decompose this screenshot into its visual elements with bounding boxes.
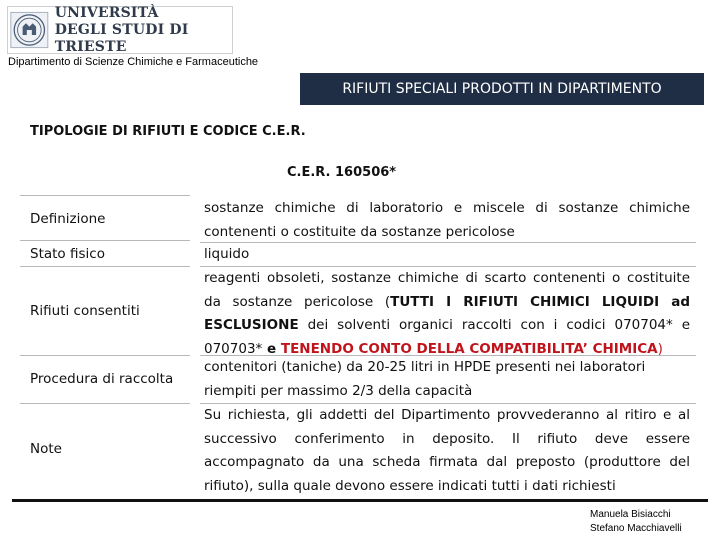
- footer-authors: [590, 508, 682, 536]
- author-name: Manuela Bisiacchi: [590, 509, 671, 520]
- footer-divider: [12, 499, 708, 502]
- row-divider: [20, 195, 190, 196]
- university-line-1: UNIVERSITÀ: [54, 4, 159, 21]
- value-text: reagenti obsoleti, sostanze chimiche di scarto contenenti o costituite da sostanze pericolose (: [204, 270, 690, 310]
- row-value-definizione: sostanze chimiche di laboratorio e miscele di sostanze chimiche contenenti o costituite da sostanze pericolose: [204, 200, 690, 240]
- department-name: Dipartimento di Scienze Chimiche e Farmaceutiche: [8, 56, 259, 68]
- value-text: dei solventi organici raccolti con i codici 070704* e 070703*: [204, 317, 690, 357]
- banner-title: RIFIUTI SPECIALI PRODOTTI IN DIPARTIMENTO: [342, 81, 662, 97]
- cer-code: C.E.R. 160506*: [287, 165, 397, 180]
- row-value-rifiuti-consentiti: [204, 267, 690, 361]
- row-divider: [20, 355, 190, 356]
- author-name: Stefano Macchiavelli: [590, 523, 682, 534]
- value-emphasis-red: TENENDO CONTO DELLA COMPATIBILITA’ CHIMICA: [280, 340, 658, 357]
- row-divider: [20, 266, 190, 267]
- row-label-note: Note: [30, 441, 62, 457]
- row-divider: [20, 240, 190, 241]
- title-banner: [300, 73, 704, 105]
- row-value-stato-fisico: liquido: [204, 246, 250, 262]
- row-label-definizione: Definizione: [30, 211, 106, 227]
- row-label-rifiuti-consentiti: Rifiuti consentiti: [30, 303, 140, 319]
- row-divider: [20, 403, 190, 404]
- row-label-procedura-di-raccolta: Procedura di raccolta: [30, 371, 174, 387]
- section-title: TIPOLOGIE DI RIFIUTI E CODICE C.E.R.: [30, 124, 306, 139]
- university-name: [55, 5, 232, 56]
- row-value-procedura-di-raccolta: contenitori (taniche) da 20-25 litri in HPDE presenti nei laboratori riempiti per massimo 2/3 della capacità: [204, 359, 646, 399]
- value-text: ): [657, 340, 663, 357]
- row-label-stato-fisico: Stato fisico: [30, 246, 105, 262]
- row-value-note: Su richiesta, gli addetti del Dipartimento provvederanno al ritiro e al successivo conferimento in deposito. Il rifiuto deve essere accompagnato da una scheda firmata dal preposto (produttore del rifiuto), sulla quale devono essere indicati tutti i dati richiesti: [204, 407, 690, 494]
- university-seal-icon: [10, 8, 49, 52]
- university-logo: [7, 6, 233, 54]
- value-emphasis: TUTTI I RIFIUTI CHIMICI LIQUIDI ad ESCLUSIONE: [204, 293, 690, 333]
- value-text: e: [262, 340, 281, 357]
- university-line-2: DEGLI STUDI DI TRIESTE: [54, 21, 189, 55]
